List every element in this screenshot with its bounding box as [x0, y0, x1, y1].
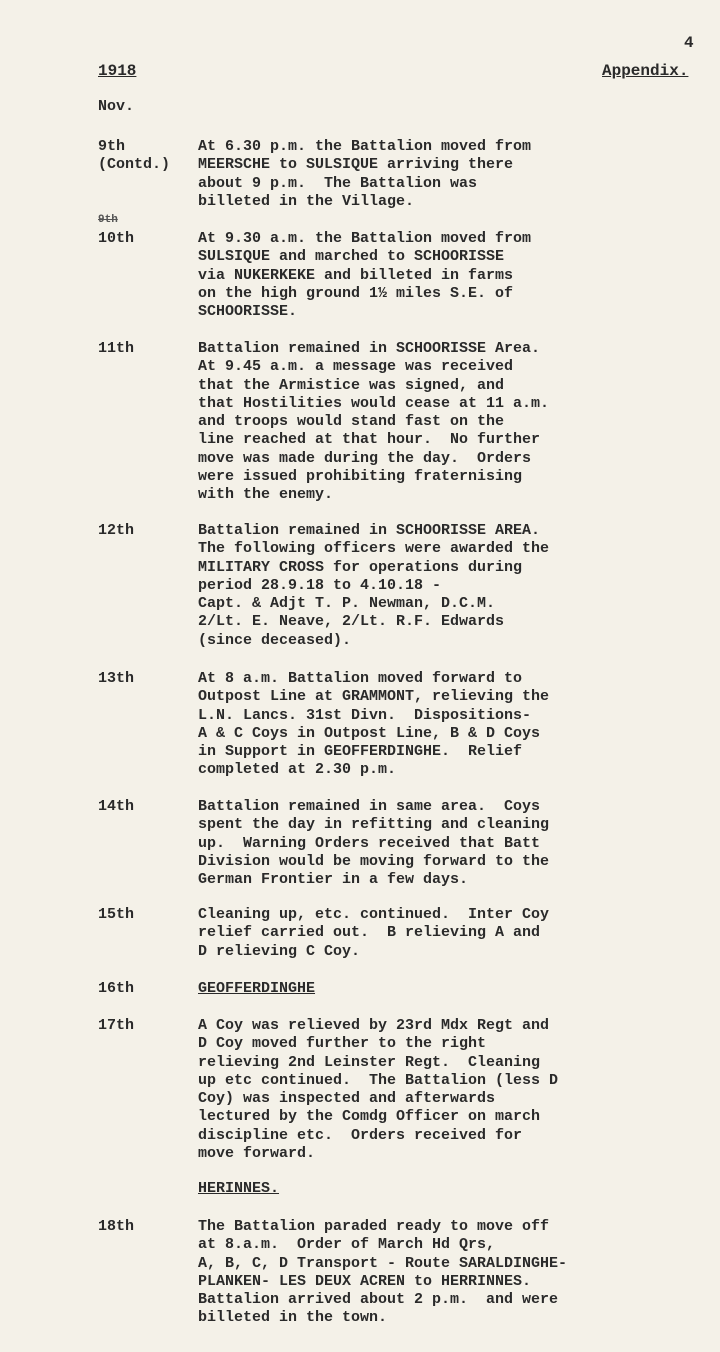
entry-date: 18th	[98, 1218, 135, 1235]
entry-line: The following officers were awarded the	[198, 540, 550, 558]
entry-line: Outpost Line at GRAMMONT, relieving the	[198, 688, 550, 706]
entry-line: L.N. Lancs. 31st Divn. Dispositions-	[198, 706, 532, 724]
entry-line: Battalion arrived about 2 p.m. and were	[198, 1291, 559, 1309]
year-heading: 1918	[98, 62, 137, 80]
entry-line: on the high ground 1½ miles S.E. of	[198, 284, 514, 302]
location-heading: HERINNES.	[198, 1180, 280, 1197]
location-heading: GEOFFERDINGHE	[198, 980, 316, 997]
entry-line: 2/Lt. E. Neave, 2/Lt. R.F. Edwards	[198, 613, 505, 631]
entry-line: billeted in the town.	[198, 1309, 388, 1327]
entry-line: line reached at that hour. No further	[198, 431, 541, 449]
entry-line: SULSIQUE and marched to SCHOORISSE	[198, 248, 505, 266]
entry-line: relief carried out. B relieving A and	[198, 924, 541, 942]
entry-text	[198, 906, 648, 961]
entry-line: that the Armistice was signed, and	[198, 376, 505, 394]
month-label: Nov.	[98, 98, 135, 115]
entry-date: 17th	[98, 1017, 135, 1034]
entry-line: At 9.30 a.m. the Battalion moved from	[198, 230, 532, 247]
page-number: 4	[684, 34, 694, 52]
entry-line: SCHOORISSE.	[198, 303, 298, 321]
entry-line: D Coy moved further to the right	[198, 1035, 487, 1053]
entry-line: PLANKEN- LES DEUX ACREN to HERRINNES.	[198, 1272, 532, 1290]
entry-line: that Hostilities would cease at 11 a.m.	[198, 394, 550, 412]
entry-text	[198, 230, 648, 321]
entry-line: At 9.45 a.m. a message was received	[198, 358, 514, 376]
entry-line: Coy) was inspected and afterwards	[198, 1090, 496, 1108]
entry-line: in Support in GEOFFERDINGHE. Relief	[198, 743, 523, 761]
entry-line: MEERSCHE to SULSIQUE arriving there	[198, 156, 514, 174]
entry-date: 15th	[98, 906, 135, 923]
entry-line: spent the day in refitting and cleaning	[198, 816, 550, 834]
entry-date: 12th	[98, 522, 135, 539]
entry-line: lectured by the Comdg Officer on march	[198, 1108, 541, 1126]
entry-line: At 8 a.m. Battalion moved forward to	[198, 670, 523, 687]
entry-line: were issued prohibiting fraternising	[198, 468, 523, 486]
entry-line: and troops would stand fast on the	[198, 413, 505, 431]
entry-text	[198, 1017, 648, 1163]
entry-line: up. Warning Orders received that Batt	[198, 834, 541, 852]
entry-line: A, B, C, D Transport - Route SARALDINGHE-	[198, 1254, 568, 1272]
entry-date: 13th	[98, 670, 135, 687]
entry-date: 16th	[98, 980, 135, 997]
entry-line: at 8.a.m. Order of March Hd Qrs,	[198, 1236, 496, 1254]
entry-line: with the enemy.	[198, 486, 334, 504]
entry-line: D relieving C Coy.	[198, 942, 361, 960]
entry-line: completed at 2.30 p.m.	[198, 761, 397, 779]
entry-line: MILITARY CROSS for operations during	[198, 558, 523, 576]
entry-line: Battalion remained in SCHOORISSE Area.	[198, 340, 541, 357]
entry-line: relieving 2nd Leinster Regt. Cleaning	[198, 1053, 541, 1071]
entry-line: via NUKERKEKE and billeted in farms	[198, 266, 514, 284]
entry-date: 10th	[98, 230, 135, 247]
entry-date: 11th	[98, 340, 135, 357]
entry-line: Cleaning up, etc. continued. Inter Coy	[198, 906, 550, 923]
entry-date: 14th	[98, 798, 135, 815]
entry-line: A & C Coys in Outpost Line, B & D Coys	[198, 724, 541, 742]
entry-line: Division would be moving forward to the	[198, 852, 550, 870]
entry-text	[198, 138, 648, 211]
entry-text	[198, 522, 648, 650]
entry-line: billeted in the Village.	[198, 192, 415, 210]
entry-line: move was made during the day. Orders	[198, 449, 532, 467]
entry-line: Capt. & Adjt T. P. Newman, D.C.M.	[198, 595, 496, 613]
entry-line: Battalion remained in SCHOORISSE AREA.	[198, 522, 541, 539]
entry-text	[198, 1218, 648, 1328]
entry-line: up etc continued. The Battalion (less D	[198, 1071, 559, 1089]
entry-line: The Battalion paraded ready to move off	[198, 1218, 550, 1235]
entry-line: period 28.9.18 to 4.10.18 -	[198, 576, 442, 594]
entry-text	[198, 340, 648, 505]
appendix-heading: Appendix.	[602, 62, 689, 80]
entry-line: Battalion remained in same area. Coys	[198, 798, 541, 815]
entry-line: discipline etc. Orders received for	[198, 1126, 523, 1144]
entry-line: about 9 p.m. The Battalion was	[198, 174, 478, 192]
entry-line: move forward.	[198, 1145, 316, 1163]
entry-line: At 6.30 p.m. the Battalion moved from	[198, 138, 532, 155]
struck-date: 9th	[98, 214, 118, 226]
entry-line: German Frontier in a few days.	[198, 871, 469, 889]
entry-date: 9th (Contd.)	[98, 138, 171, 174]
entry-text	[198, 798, 648, 889]
entry-text	[198, 670, 648, 780]
entry-line: (since deceased).	[198, 631, 352, 649]
entry-line: A Coy was relieved by 23rd Mdx Regt and	[198, 1017, 550, 1034]
